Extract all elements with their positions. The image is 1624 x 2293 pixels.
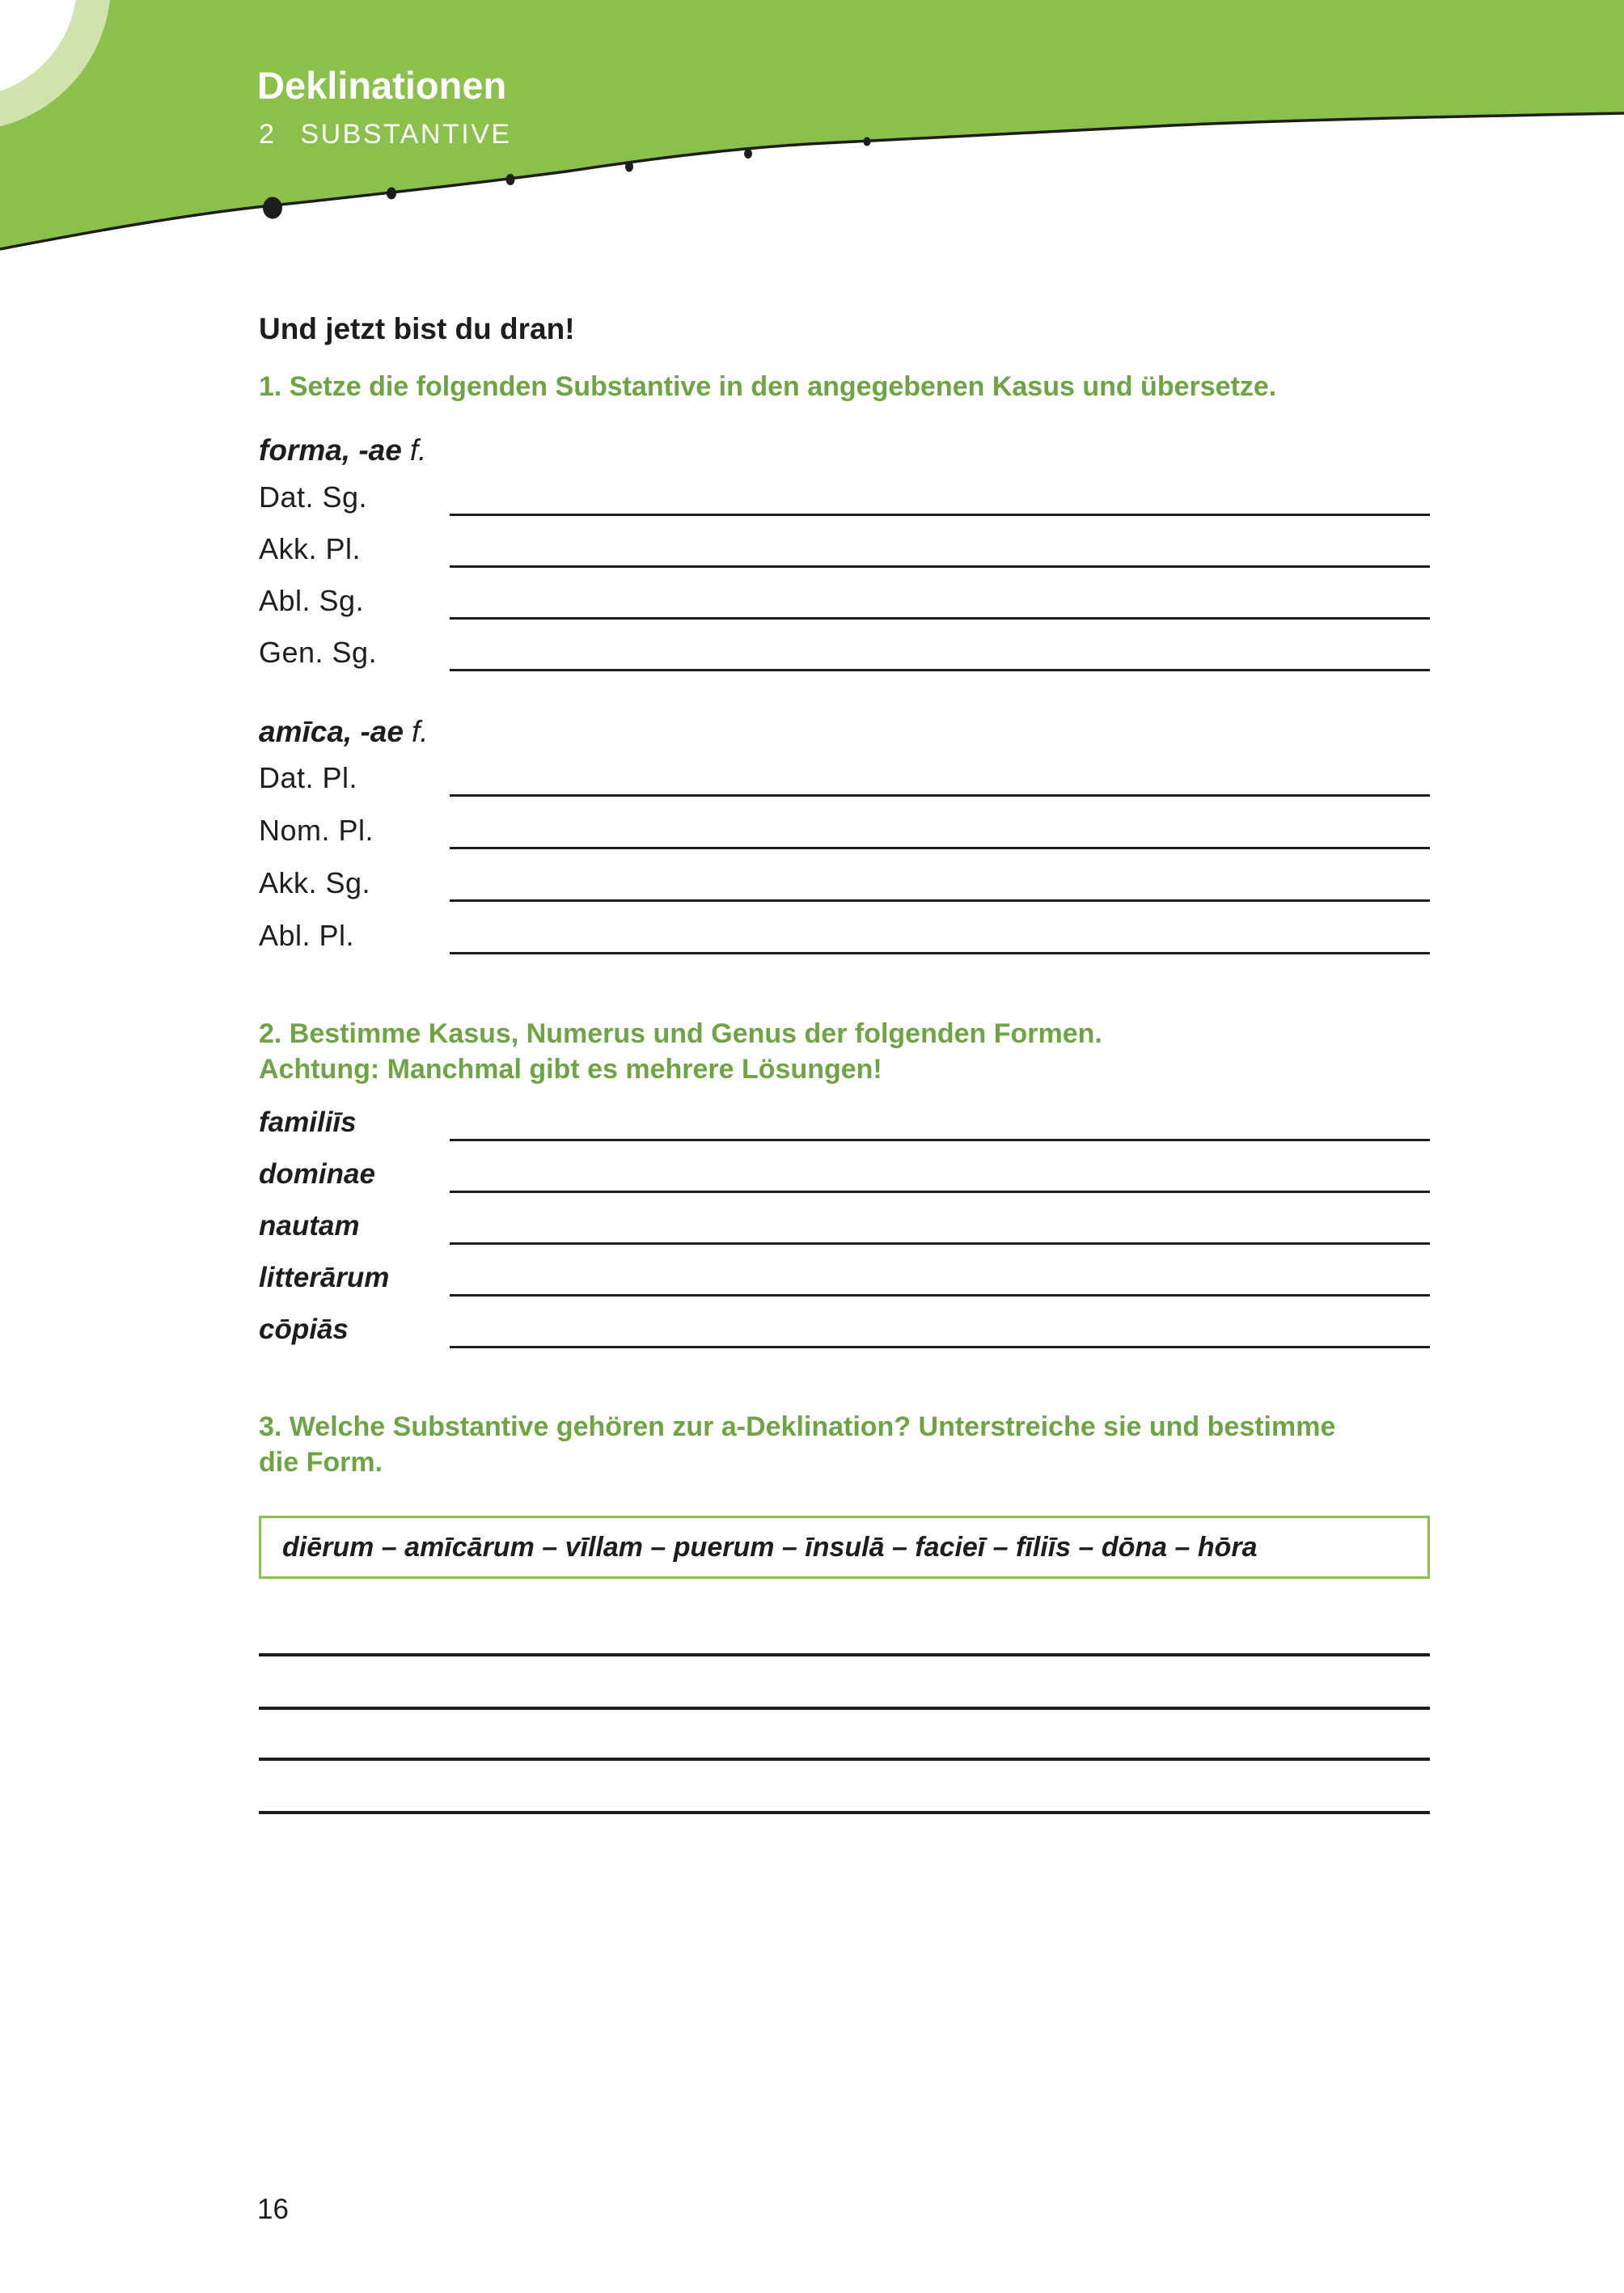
gender-label: f. [411, 715, 429, 748]
answer-rule [450, 1346, 1430, 1348]
word-bank-text: diērum – amīcārum – vīllam – puerum – īnsulā – facieī – fīliīs – dōna – hōra [282, 1531, 1258, 1563]
answer-line [259, 1653, 1430, 1656]
word-bank-box [259, 1516, 1430, 1579]
case-row-label: Akk. Pl. [259, 532, 362, 565]
answer-rule [450, 1242, 1430, 1245]
intro-heading: Und jetzt bist du dran! [259, 312, 575, 345]
answer-rule [450, 899, 1430, 902]
case-row-label: Akk. Sg. [259, 866, 371, 899]
lemma-text: forma, -ae [259, 434, 402, 467]
answer-rule [450, 1139, 1430, 1141]
exercise3-heading-line1: 3. Welche Substantive gehören zur a-Deklination? Unterstreiche sie und bestimme [259, 1411, 1336, 1442]
answer-rule [450, 1294, 1430, 1297]
noun-lemma-forma [259, 434, 426, 468]
lemma-text: amīca, -ae [259, 715, 404, 748]
form-word: familiīs [259, 1106, 357, 1138]
exercise2-heading-line1: 2. Bestimme Kasus, Numerus und Genus der folgenden Formen. [259, 1018, 1102, 1049]
case-row-label: Nom. Pl. [259, 814, 374, 847]
curve-dot [506, 174, 515, 185]
answer-line [259, 1707, 1430, 1710]
gender-label: f. [409, 434, 427, 467]
answer-line [259, 1758, 1430, 1761]
exercise3-heading [259, 1409, 1335, 1480]
curve-dot-large [263, 197, 282, 219]
answer-rule [450, 565, 1430, 568]
curve-dot [864, 137, 871, 146]
answer-rule [450, 669, 1430, 671]
answer-rule [450, 794, 1430, 797]
case-row-label: Dat. Sg. [259, 480, 368, 514]
noun-lemma-amica [259, 715, 429, 750]
form-word: nautam [259, 1210, 360, 1242]
curve-dot [387, 188, 396, 200]
exercise1-heading: 1. Setze die folgenden Substantive in den angegebenen Kasus und übersetze. [259, 371, 1277, 402]
page-title: Deklinationen [257, 64, 507, 107]
form-word: litterārum [259, 1262, 390, 1293]
answer-rule [450, 847, 1430, 849]
answer-rule [450, 514, 1430, 516]
exercise2-heading [259, 1016, 1102, 1087]
chapter-heading [259, 120, 512, 150]
form-word: cōpiās [259, 1314, 349, 1345]
exercise3-heading-line2: die Form. [259, 1447, 383, 1478]
case-row-label: Dat. Pl. [259, 761, 358, 794]
answer-rule [450, 1191, 1430, 1193]
case-row-label: Abl. Pl. [259, 919, 355, 952]
curve-dot [625, 162, 633, 172]
answer-line [259, 1811, 1430, 1814]
curve-dot [744, 149, 752, 159]
header-band [0, 0, 1624, 275]
case-row-label: Abl. Sg. [259, 584, 365, 617]
exercise2-heading-line2: Achtung: Manchmal gibt es mehrere Lösungen! [259, 1054, 882, 1085]
chapter-title: SUBSTANTIVE [300, 119, 512, 150]
chapter-number: 2 [259, 119, 277, 150]
case-row-label: Gen. Sg. [259, 636, 378, 669]
header-band-shape [0, 0, 1624, 249]
page-number: 16 [257, 2194, 289, 2225]
answer-rule [450, 617, 1430, 620]
form-word: dominae [259, 1158, 375, 1190]
answer-rule [450, 952, 1430, 954]
